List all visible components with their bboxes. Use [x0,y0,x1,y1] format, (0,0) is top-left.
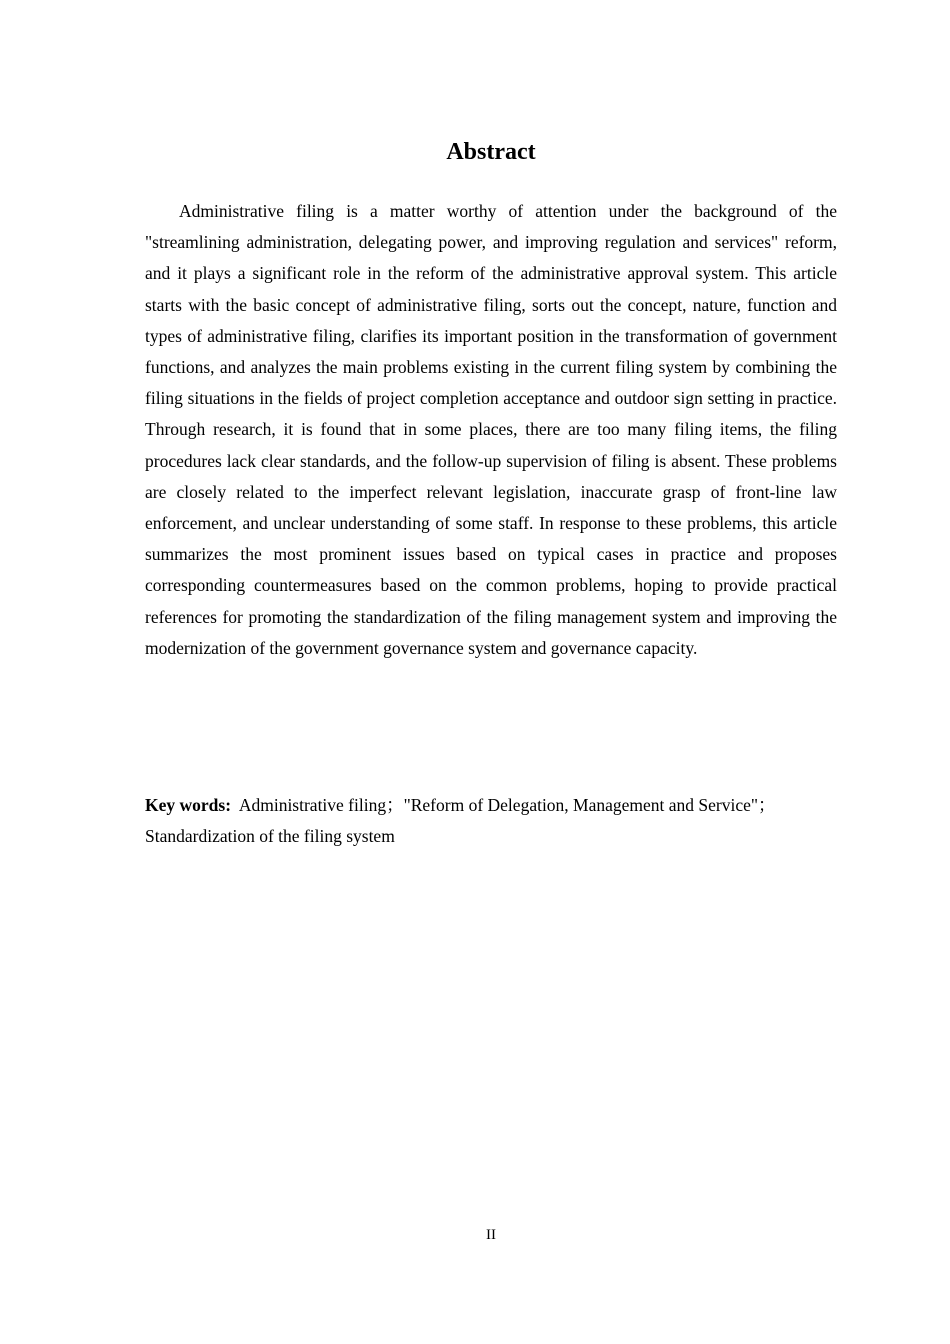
keywords-section [145,790,837,852]
page-number: II [486,1227,496,1243]
abstract-body: Administrative filing is a matter worthy of attention under the background of the "streamlining administration, delegating power, and improving regulation and services" reform, and it plays a significant role in the reform of the administrative approval system. This article starts with the basic concept of administrative filing, sorts out the concept, nature, function and types of administrative filing, clarifies its important position in the transformation of government functions, and analyzes the main problems existing in the current filing system by combining the filing situations in the fields of project completion acceptance and outdoor sign setting in practice. Through research, it is found that in some places, there are too many filing items, the filing procedures lack clear standards, and the follow-up supervision of filing is absent. These problems are closely related to the imperfect relevant legislation, inaccurate grasp of front-line law enforcement, and unclear understanding of some staff. In response to these problems, this article summarizes the most prominent issues based on typical cases in practice and proposes corresponding countermeasures based on the common problems, hoping to provide practical references for promoting the standardization of the filing management system and improving the modernization of the government governance system and governance capacity. [145,201,837,658]
keywords-label: Key words: [145,795,232,815]
abstract-heading: Abstract [446,139,536,165]
keywords-text: Administrative filing；"Reform of Delegation, Management and Service"；Standardization of the filing system [145,795,776,847]
